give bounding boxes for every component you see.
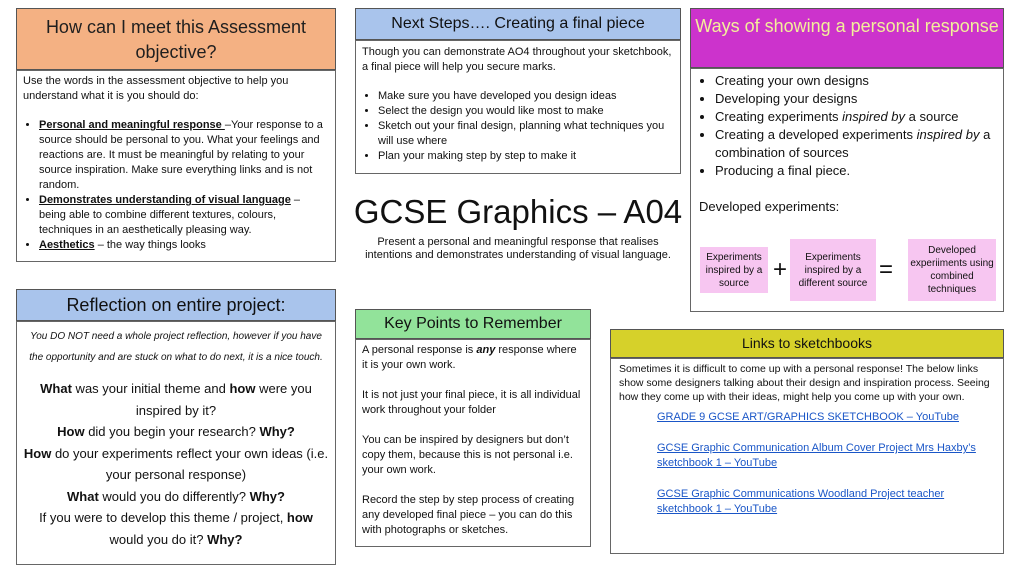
next-steps-panel [355, 40, 681, 174]
key-point: You can be inspired by designers but don’t copy them, because this is not personal i.e. your own work. [362, 434, 573, 476]
links-header [610, 329, 1004, 358]
sketchbook-link[interactable]: GRADE 9 GCSE ART/GRAPHICS SKETCHBOOK – YouTube [657, 411, 960, 423]
list-item: • Sketch out your final design, planning what techniques you will use where [378, 119, 674, 149]
list-item: • Plan your making step by step to make it [378, 149, 674, 164]
list-item: • Personal and meaningful response –Your response to a source should be personal to you. What your feelings and reactions are. It must be meaningful by relating to your source inspiration. Make sure everything links and is not random. [39, 118, 329, 193]
ways-header [690, 8, 1004, 68]
reflection-question: How did you begin your research? Why? [57, 424, 295, 439]
plus-sign: + [773, 256, 788, 283]
next-steps-intro: Though you can demonstrate AO4 throughout your sketchbook, a final piece will help you secure marks. [362, 46, 672, 73]
reflection-question: What would you do differently? Why? [67, 488, 285, 504]
list-item: • Creating a developed experiments inspired by a combination of sources [715, 126, 995, 162]
page-subtitle: Present a personal and meaningful response that realises intentions and demonstrates understanding of visual language. [365, 236, 671, 261]
experiment-box-different-source: Experiments inspired by a different source [790, 239, 876, 301]
ways-title: Ways of showing a personal response [695, 16, 999, 36]
key-point: It is not just your final piece, it is all individual work throughout your folder [362, 389, 581, 416]
reflection-question: If you were to develop this theme / project, how would you do it? Why? [39, 510, 313, 547]
ways-list [699, 72, 995, 180]
list-item: • Make sure you have developed you design ideas [378, 89, 674, 104]
experiment-box-source: Experiments inspired by a source [700, 247, 768, 293]
reflection-header [16, 289, 336, 321]
links-intro: Sometimes it is difficult to come up with a personal response! The below links show some designers talking about their design and inspiration process. Seeing how they come up with their ideas, might help you come up with your own. [619, 363, 990, 403]
key-points-header [355, 309, 591, 339]
reflection-title: Reflection on entire project: [66, 295, 286, 315]
assessment-list [23, 118, 329, 253]
next-steps-header [355, 8, 681, 40]
links-title: Links to sketchbooks [742, 335, 872, 351]
reflection-question: What was your initial theme and how were you inspired by it? [40, 381, 312, 418]
links-panel [610, 358, 1004, 554]
assessment-panel [16, 70, 336, 262]
next-steps-title: Next Steps…. Creating a final piece [391, 15, 645, 32]
developed-label: Developed experiments: [699, 199, 840, 214]
developed-experiments-box: Developed experiiments using combined techniques [908, 239, 996, 301]
key-point: A personal response is any response where it is your own work. [362, 344, 577, 371]
page-title: GCSE Graphics – A04 [353, 193, 683, 230]
sketchbook-link[interactable]: GCSE Graphic Communications Woodland Project teacher sketchbook 1 – YouTube [657, 488, 945, 515]
ways-panel [690, 68, 1004, 312]
list-item: • Aesthetics – the way things looks [39, 238, 329, 253]
assessment-intro: Use the words in the assessment objective to help you understand what it is you should do: [23, 75, 289, 102]
sketchbook-link[interactable]: GCSE Graphic Communication Album Cover Project Mrs Haxby’s sketchbook 1 – YouTube [657, 442, 976, 469]
reflection-panel [16, 321, 336, 565]
key-points-title: Key Points to Remember [384, 315, 562, 332]
assessment-title: How can I meet this Assessment objective? [45, 17, 307, 62]
list-item: • Creating your own designs [715, 72, 995, 90]
key-points-panel [355, 339, 591, 547]
reflection-note: You DO NOT need a whole project reflection, however if you have the opportunity and are stuck on what to do next, it is a nice touch. [29, 331, 323, 363]
list-item: • Developing your designs [715, 90, 995, 108]
equals-sign: = [879, 256, 894, 283]
assessment-header [16, 8, 336, 70]
key-point: Record the step by step process of creating any developed final piece – you can do this with photographs or sketches. [362, 494, 575, 536]
list-item: • Producing a final piece. [715, 162, 995, 180]
list-item: • Select the design you would like most to make [378, 104, 674, 119]
list-item: • Creating experiments inspired by a source [715, 108, 995, 126]
next-steps-list [362, 89, 674, 164]
list-item: • Demonstrates understanding of visual language – being able to combine different textures, colours, techniques in an aesthetically pleasing way. [39, 193, 329, 238]
reflection-question: How do your experiments reflect your own ideas (i.e. your personal response) [23, 445, 329, 482]
